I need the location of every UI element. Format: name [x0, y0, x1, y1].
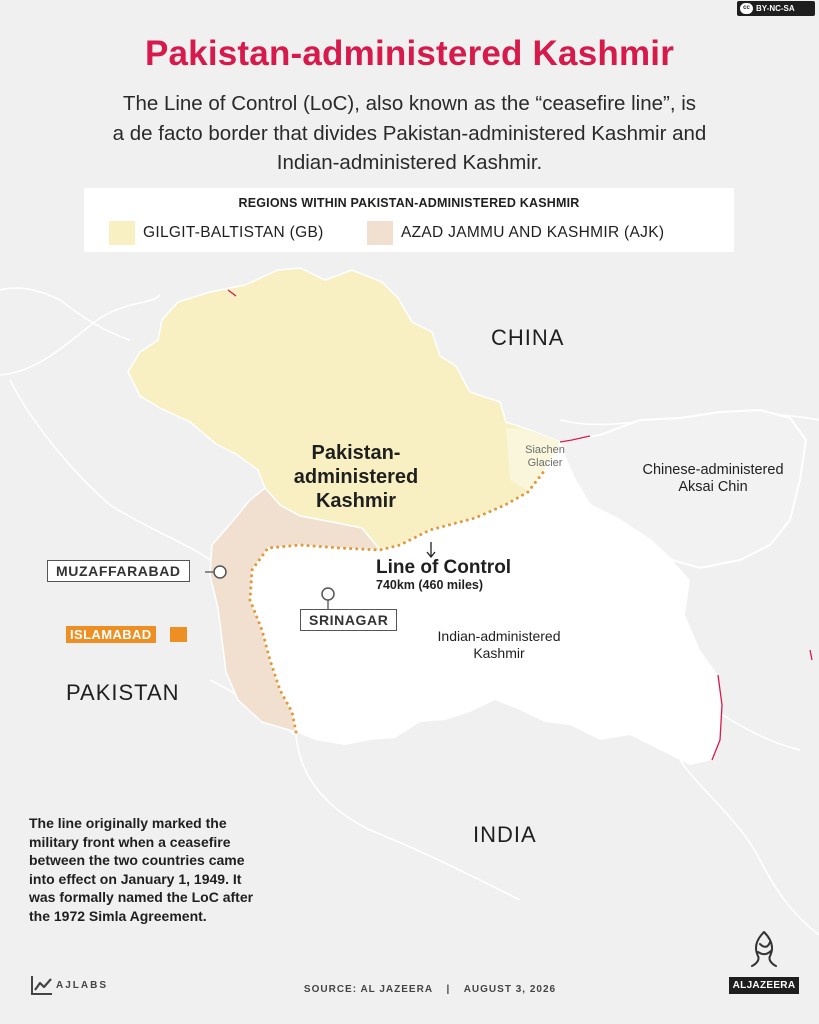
page-title: Pakistan-administered Kashmir — [144, 34, 675, 73]
city-label-islamabad: ISLAMABAD — [66, 626, 156, 643]
page-subtitle — [40, 89, 779, 178]
legend-swatch — [109, 221, 135, 245]
region-label-line: Chinese-administered — [642, 462, 784, 478]
loc-title: Line of Control — [376, 557, 512, 578]
legend-label: AZAD JAMMU AND KASHMIR (AJK) — [401, 224, 665, 241]
city-label-srinagar: SRINAGAR — [300, 609, 397, 631]
region-label-indian-administered — [404, 628, 594, 662]
ajlabs-logo — [30, 974, 108, 996]
creative-commons-icon: cc — [740, 3, 753, 14]
aljazeera-logo — [728, 930, 800, 994]
license-badge — [737, 1, 815, 16]
footer-separator: | — [446, 984, 451, 995]
country-label-china: CHINA — [491, 325, 565, 350]
loc-label — [376, 557, 511, 592]
country-label-india: INDIA — [473, 822, 537, 847]
region-label-line: administered — [293, 466, 419, 488]
loc-length: 740km (460 miles) — [376, 578, 484, 592]
region-label-line: Aksai Chin — [678, 479, 748, 495]
license-label: BY-NC-SA — [756, 4, 795, 13]
muzaffarabad-marker — [214, 566, 226, 578]
country-label-pakistan: PAKISTAN — [66, 680, 180, 705]
legend — [84, 188, 734, 252]
region-label-siachen — [512, 444, 578, 470]
region-label-pakistan-administered — [265, 441, 447, 513]
islamabad-marker — [170, 627, 187, 642]
legend-label: GILGIT-BALTISTAN (GB) — [143, 224, 324, 241]
region-label-aksai-chin — [618, 462, 808, 496]
legend-item-ajk — [367, 220, 664, 246]
legend-swatch — [367, 221, 393, 245]
region-label-line: Siachen — [525, 444, 565, 456]
region-label-line: Kashmir — [473, 645, 525, 661]
subtitle-line: Indian-administered Kashmir. — [276, 151, 543, 174]
aljazeera-logo-text: ALJAZEERA — [729, 977, 800, 994]
footer-source — [230, 984, 630, 995]
aljazeera-emblem-icon — [746, 930, 782, 970]
date-text: AUGUST 3, 2026 — [463, 984, 557, 995]
region-label-line: Pakistan- — [311, 442, 401, 464]
legend-item-gilgit-baltistan — [109, 220, 324, 246]
source-text: SOURCE: AL JAZEERA — [303, 984, 433, 995]
ajlabs-label: AJLABS — [56, 979, 109, 991]
region-label-line: Indian-administered — [437, 628, 561, 644]
subtitle-line: a de facto border that divides Pakistan-administered Kashmir and — [112, 121, 707, 145]
region-label-line: Kashmir — [315, 490, 397, 512]
subtitle-line: The Line of Control (LoC), also known as the “ceasefire line”, is — [122, 92, 697, 115]
region-label-line: Glacier — [527, 457, 563, 469]
city-label-muzaffarabad: MUZAFFARABAD — [47, 560, 190, 582]
ajlabs-icon — [30, 974, 54, 996]
srinagar-marker — [322, 588, 334, 600]
historical-note: The line originally marked the military front when a ceasefire between the two countries came into effect on January 1, 1949. It was formally named the LoC after the 1972 Simla Agreement. — [29, 815, 254, 924]
legend-title: REGIONS WITHIN PAKISTAN-ADMINISTERED KASHMIR — [238, 196, 580, 210]
